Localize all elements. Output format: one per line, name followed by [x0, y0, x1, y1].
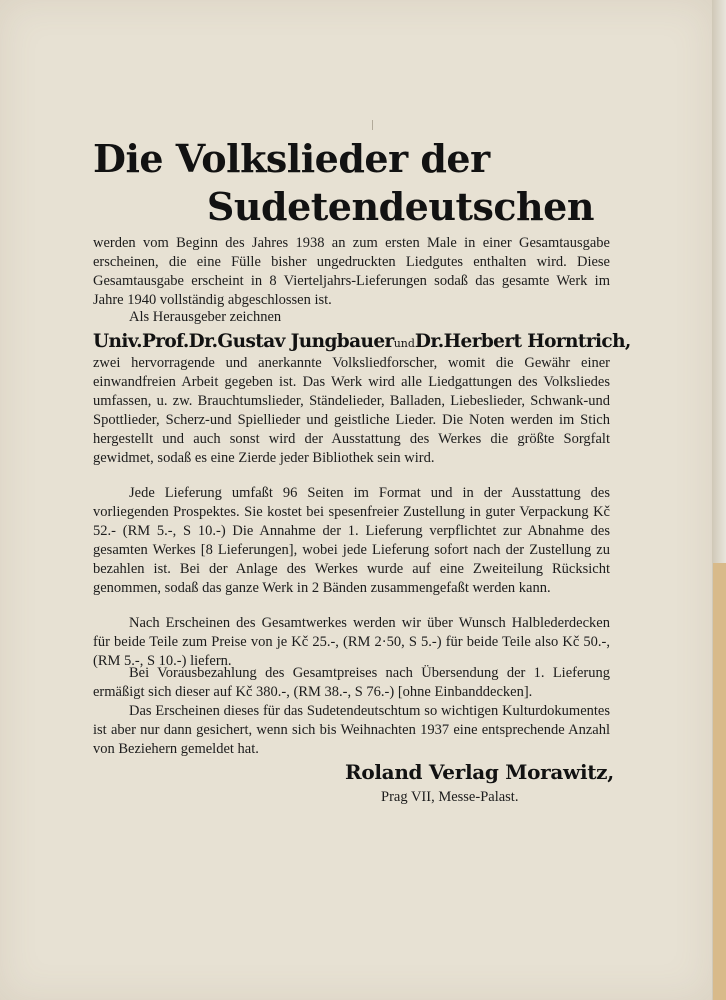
- publisher-name: Roland Verlag Morawitz,: [345, 760, 614, 784]
- paragraph-editors-description: zwei hervorragende und anerkannte Volksliedforscher, womit die Gewähr einer einwandfreien Arbeit gegeben ist. Das Werk wird alle Liedgattungen des Volksliedes umfassen, u. zw. Brauchtumslieder, Ständelieder, Balladen, Liebeslieder, Schwank-und Spottlieder, Scherz-und Spiellieder und geistliche Lieder. Die Noten werden im Stich hergestellt und auch sonst wird der Ausstattung des Werkes die größte Sorgfalt gewidmet, sodaß es eine Zierde jeder Bibliothek sein wird.: [93, 355, 610, 467]
- editors-intro-text: Als Herausgeber zeichnen: [129, 309, 282, 325]
- title-line-1: Die Volkslieder der: [93, 136, 490, 181]
- editors-line: [93, 331, 631, 352]
- paragraph-condition: [93, 702, 610, 759]
- paragraph-editors-intro: [93, 308, 610, 327]
- prepayment-text: Bei Vorausbezahlung des Gesamtpreises nach Übersendung der 1. Lieferung ermäßigt sich dieser auf Kč 380.-, (RM 38.-, S 76.-) [ohne Einbanddecken].: [93, 665, 610, 701]
- binding-strip: [713, 563, 726, 1000]
- editor-second: Dr.Herbert Horntrich,: [414, 331, 631, 352]
- covers-text: Nach Erscheinen des Gesamtwerkes werden wir über Wunsch Halblederdecken für beide Teile zum Preise von je Kč 25.-, (RM 2·50, S 5.-) für beide Teile also Kč 50.-, (RM 5.-, S 10.-) liefern.: [93, 615, 610, 670]
- title-line-2: Sudetendeutschen: [206, 184, 594, 229]
- paper-mark: [372, 120, 373, 130]
- condition-text: Das Erscheinen dieses für das Sudetendeutschtum so wichtigen Kulturdokumentes ist aber nur dann gesichert, wenn sich bis Weihnachten 1937 eine entsprechende Anzahl von Beziehern gemeldet hat.: [93, 703, 610, 758]
- paragraph-covers: [93, 614, 610, 671]
- paragraph-prepayment: [93, 664, 610, 702]
- editor-first: Univ.Prof.Dr.Gustav Jungbauer: [93, 331, 394, 352]
- editor-conjunction: und: [393, 337, 415, 350]
- delivery-text: Jede Lieferung umfaßt 96 Seiten im Format und in der Ausstattung des vorliegenden Prospektes. Sie kostet bei spesenfreier Zustellung in guter Verpackung Kč 52.- (RM 5.-, S 10.-) Die Annahme der 1. Lieferung verpflichtet zur Abnahme des gesamten Werkes [8 Lieferungen], wobei jede Lieferung sofort nach der Zustellung zu bezahlen ist. Bei der Anlage des Werkes wurde auf eine Zweiteilung Rücksicht genommen, sodaß das ganze Werk in 2 Bänden zusammengefaßt werden kann.: [93, 485, 610, 597]
- paragraph-intro: werden vom Beginn des Jahres 1938 an zum ersten Male in einer Gesamtausgabe erscheinen, die eine Fülle bisher ungedruckten Liedgutes enthalten wird. Diese Gesamtausgabe erscheint in 8 Vierteljahrs-Lieferungen sodaß das gesamte Werk im Jahre 1940 vollständig abgeschlossen ist.: [93, 235, 610, 309]
- paragraph-delivery: [93, 484, 610, 599]
- publisher-address: Prag VII, Messe-Palast.: [381, 789, 519, 805]
